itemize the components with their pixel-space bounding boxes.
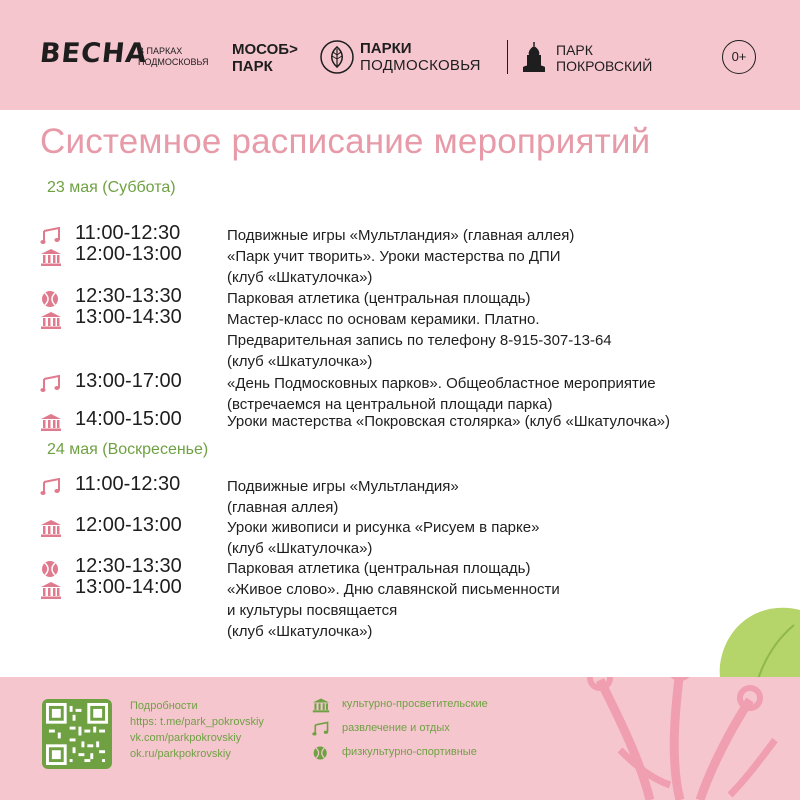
mosoblpark-logo: МОСОБ> ПАРК — [232, 41, 298, 75]
event-line: (клуб «Шкатулочка») — [227, 269, 373, 286]
details-label: Подробности — [130, 700, 198, 712]
event-line: (главная аллея) — [227, 499, 339, 516]
event-description — [227, 517, 760, 559]
event-description — [227, 476, 760, 518]
event-time: 11:00-12:30 — [75, 473, 181, 495]
vk-link[interactable]: vk.com/parkpokrovskiy — [130, 732, 242, 744]
event-time: 11:00-12:30 — [75, 222, 181, 244]
event-description — [227, 225, 760, 246]
pink-flower-decoration — [560, 677, 800, 800]
vesna-logo-subtitle: В ПАРКАХ ПОДМОСКОВЬЯ — [138, 46, 209, 67]
ball-icon — [40, 290, 62, 308]
day-heading: 24 мая (Воскресенье) — [47, 441, 209, 458]
legend-item — [312, 719, 552, 743]
legend-label: физкультурно-спортивные — [342, 746, 477, 758]
parki-subtitle: ПОДМОСКОВЬЯ — [360, 57, 481, 74]
event-line: (встречаемся на центральной площади парка) — [227, 396, 553, 413]
event-time: 12:00-13:00 — [75, 514, 182, 536]
event-description — [227, 246, 760, 288]
event-time: 13:00-17:00 — [75, 370, 182, 392]
leaf-emblem-icon — [320, 40, 354, 74]
legend-label: культурно-просветительские — [342, 698, 488, 710]
ball-icon — [312, 745, 330, 761]
event-time: 12:30-13:30 — [75, 285, 182, 307]
event-time: 12:00-13:00 — [75, 243, 182, 265]
event-line: Подвижные игры «Мультландия» — [227, 478, 459, 495]
links-block — [130, 698, 264, 762]
event-time: 13:00-14:00 — [75, 576, 182, 598]
museum-icon — [40, 413, 62, 431]
parki-title: ПАРКИ — [360, 40, 412, 57]
header-divider — [507, 40, 508, 74]
event-line: «День Подмосковных парков». Общеобластное мероприятие — [227, 375, 656, 392]
event-time: 13:00-14:30 — [75, 306, 182, 328]
day-heading: 23 мая (Суббота) — [47, 179, 176, 196]
music-icon — [40, 227, 62, 245]
music-icon — [312, 721, 330, 737]
event-line: Уроки живописи и рисунка «Рисуем в парке» — [227, 519, 540, 536]
museum-icon — [40, 519, 62, 537]
music-icon — [40, 375, 62, 393]
church-emblem-icon — [520, 40, 548, 74]
pokr-subtitle: ПОКРОВСКИЙ — [556, 58, 653, 74]
event-line: Мастер-класс по основам керамики. Платно. — [227, 311, 540, 328]
legend — [312, 695, 552, 767]
museum-icon — [40, 311, 62, 329]
qr-code-icon — [46, 703, 108, 765]
event-line: (клуб «Шкатулочка») — [227, 353, 373, 370]
event-line: (клуб «Шкатулочка») — [227, 540, 373, 557]
legend-item — [312, 695, 552, 719]
telegram-link[interactable]: https: t.me/park_pokrovskiy — [130, 716, 264, 728]
event-line: Парковая атлетика (центральная площадь) — [227, 560, 531, 577]
legend-label: развлечение и отдых — [342, 722, 450, 734]
page-title: Системное расписание мероприятий — [40, 122, 651, 161]
event-time: 12:30-13:30 — [75, 555, 182, 577]
event-description — [227, 579, 760, 642]
parki-podmoskovya-logo — [320, 40, 495, 76]
music-icon — [40, 478, 62, 496]
event-time: 14:00-15:00 — [75, 408, 182, 430]
footer-bar — [0, 677, 800, 800]
event-description — [227, 411, 760, 432]
event-description — [227, 288, 760, 309]
event-line: Подвижные игры «Мультландия» (главная аллея) — [227, 227, 575, 244]
park-pokrovskiy-logo — [518, 40, 668, 76]
event-description — [227, 309, 760, 372]
museum-icon — [40, 248, 62, 266]
event-line: Парковая атлетика (центральная площадь) — [227, 290, 531, 307]
qr-code[interactable] — [42, 699, 112, 769]
ball-icon — [40, 560, 62, 578]
event-line: Уроки мастерства «Покровская столярка» (клуб «Шкатулочка») — [227, 413, 671, 430]
event-description — [227, 558, 760, 579]
pokr-title: ПАРК — [556, 42, 593, 58]
museum-icon — [312, 697, 330, 713]
header-bar — [0, 0, 800, 110]
event-line: (клуб «Шкатулочка») — [227, 623, 373, 640]
age-rating-badge: 0+ — [722, 40, 756, 74]
vesna-logo: ВЕСНА — [38, 38, 149, 69]
ok-link[interactable]: ok.ru/parkpokrovskiy — [130, 748, 231, 760]
event-line: «Парк учит творить». Уроки мастерства по ДПИ — [227, 248, 561, 265]
event-description — [227, 373, 760, 415]
event-line: Предварительная запись по телефону 8-915-307-13-64 — [227, 332, 612, 349]
event-line: «Живое слово». Дню славянской письменности — [227, 581, 560, 598]
event-line: и культуры посвящается — [227, 602, 398, 619]
legend-item — [312, 743, 552, 767]
museum-icon — [40, 581, 62, 599]
